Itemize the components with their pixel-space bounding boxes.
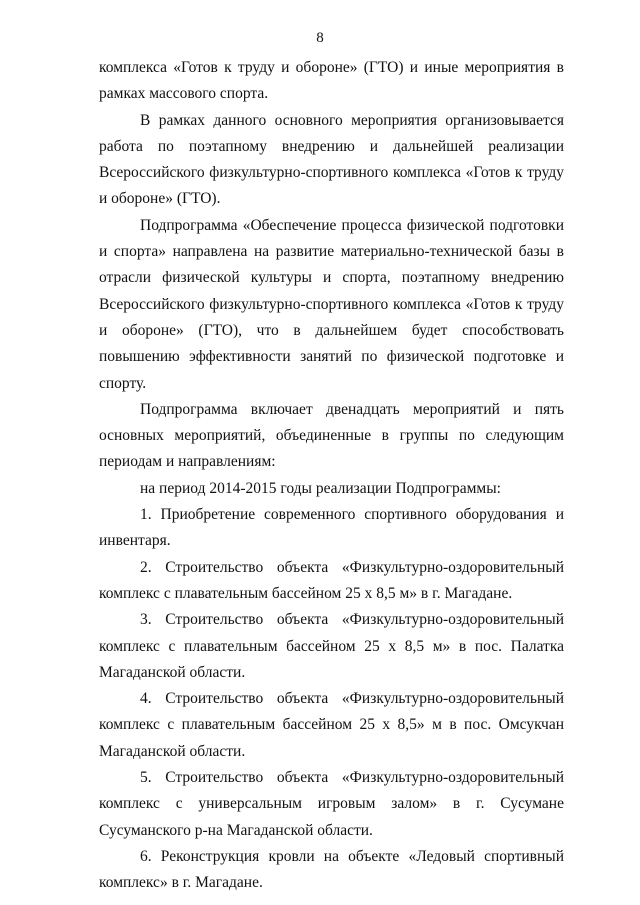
- list-item-6: 6. Реконструкция кровли на объекте «Ледовый спортивный комплекс» в г. Магадане.: [99, 847, 564, 892]
- paragraph-gto-continuation: комплекса «Готов к труду и обороне» (ГТО) и иные мероприятия в рамках массового спорта.: [99, 59, 564, 103]
- page-number: 8: [316, 30, 324, 46]
- paragraph-subprogram-includes: Подпрограмма включает двенадцать мероприятий и пять основных мероприятий, объединенные в группы по следующим периодам и направлениям:: [99, 400, 564, 471]
- paragraph-period-heading: на период 2014-2015 годы реализации Подпрограммы:: [140, 479, 501, 497]
- list-item-3: 3. Строительство объекта «Физкультурно-оздоровительный комплекс с плавательным бассейном 25 х 8,5 м» в пос. Палатка Магаданской области.: [99, 611, 564, 681]
- list-item-5: 5. Строительство объекта «Физкультурно-оздоровительный комплекс с универсальным игровым залом» в г. Сусумане Сусуманского р-на Магаданской области.: [99, 769, 564, 839]
- paragraph-subprogram-purpose: Подпрограмма «Обеспечение процесса физической подготовки и спорта» направлена на развитие материально-технической базы в отрасли физической культуры и спорта, поэтапному внедрению Всероссийского физкультурно-спортивного комплекса «Готов к труду и обороне» (ГТО), что в дальнейшем будет способствовать повышению эффективности занятий по физической подготовке и спорту.: [99, 216, 564, 392]
- list-item-4: 4. Строительство объекта «Физкультурно-оздоровительный комплекс с плавательным бассейном 25 х 8,5» м в пос. Омсукчан Магаданской области.: [99, 690, 564, 760]
- list-item-1: 1. Приобретение современного спортивного оборудования и инвентаря.: [99, 506, 564, 550]
- paragraph-main-activity: В рамках данного основного мероприятия организовывается работа по поэтапному внедрению и дальнейшей реализации Всероссийского физкультурно-спортивного комплекса «Готов к труду и обороне» (ГТО).: [99, 111, 564, 208]
- document-body: [99, 55, 564, 897]
- list-item-2: 2. Строительство объекта «Физкультурно-оздоровительный комплекс с плавательным бассейном 25 х 8,5 м» в г. Магадане.: [99, 558, 564, 602]
